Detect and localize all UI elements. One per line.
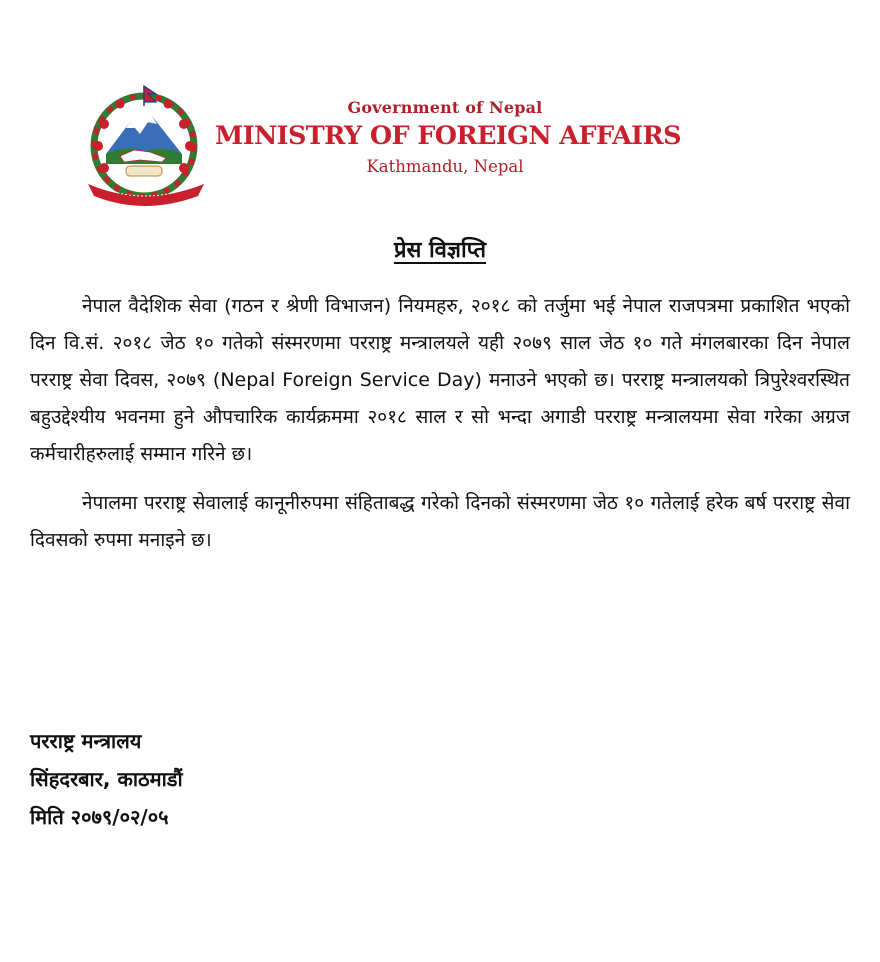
press-release-title: प्रेस विज्ञप्ति [393,238,487,263]
paragraph-2: नेपालमा परराष्ट्र सेवालाई कानूनीरुपमा संहिताबद्ध गरेको दिनको संस्मरणमा जेठ १० गतेलाई हरेक बर्ष परराष्ट्र सेवा दिवसको रुपमा मनाइने छ। [30,492,850,551]
signature-block [30,722,183,836]
ministry-name: MINISTRY OF FOREIGN AFFAIRS [215,121,681,151]
government-name: Government of Nepal [347,98,543,117]
nepal-emblem-icon [82,84,210,208]
paragraph-1: नेपाल वैदेशिक सेवा (गठन र श्रेणी विभाजन) नियमहरु, २०१८ को तर्जुमा भई नेपाल राजपत्रमा प्रकाशित भएको दिन वि.सं. २०१८ जेठ १० गतेको संस्मरणमा परराष्ट्र मन्त्रालयले यही २०७९ साल जेठ १० गते मंगलबारका दिन नेपाल परराष्ट्र सेवा दिवस, २०७९ (Nepal Foreign Service Day) मनाउने भएको छ। परराष्ट्र मन्त्रालयको त्रिपुरेश्वरस्थित बहुउद्देश्यीय भवनमा हुने औपचारिक कार्यक्रममा २०१८ साल र सो भन्दा अगाडी परराष्ट्र मन्त्रालयमा सेवा गरेका अग्रज कर्मचारीहरुलाई सम्मान गरिने छ। [30,295,850,465]
press-release-body [30,288,850,571]
letterhead [0,0,880,210]
ministry-city: Kathmandu, Nepal [366,157,524,176]
signature-address: सिंहदरबार, काठमाडौं [30,767,183,791]
signature-office: परराष्ट्र मन्त्रालय [30,729,142,753]
letterhead-text [215,98,681,176]
signature-date: मिति २०७९/०२/०५ [30,805,169,829]
